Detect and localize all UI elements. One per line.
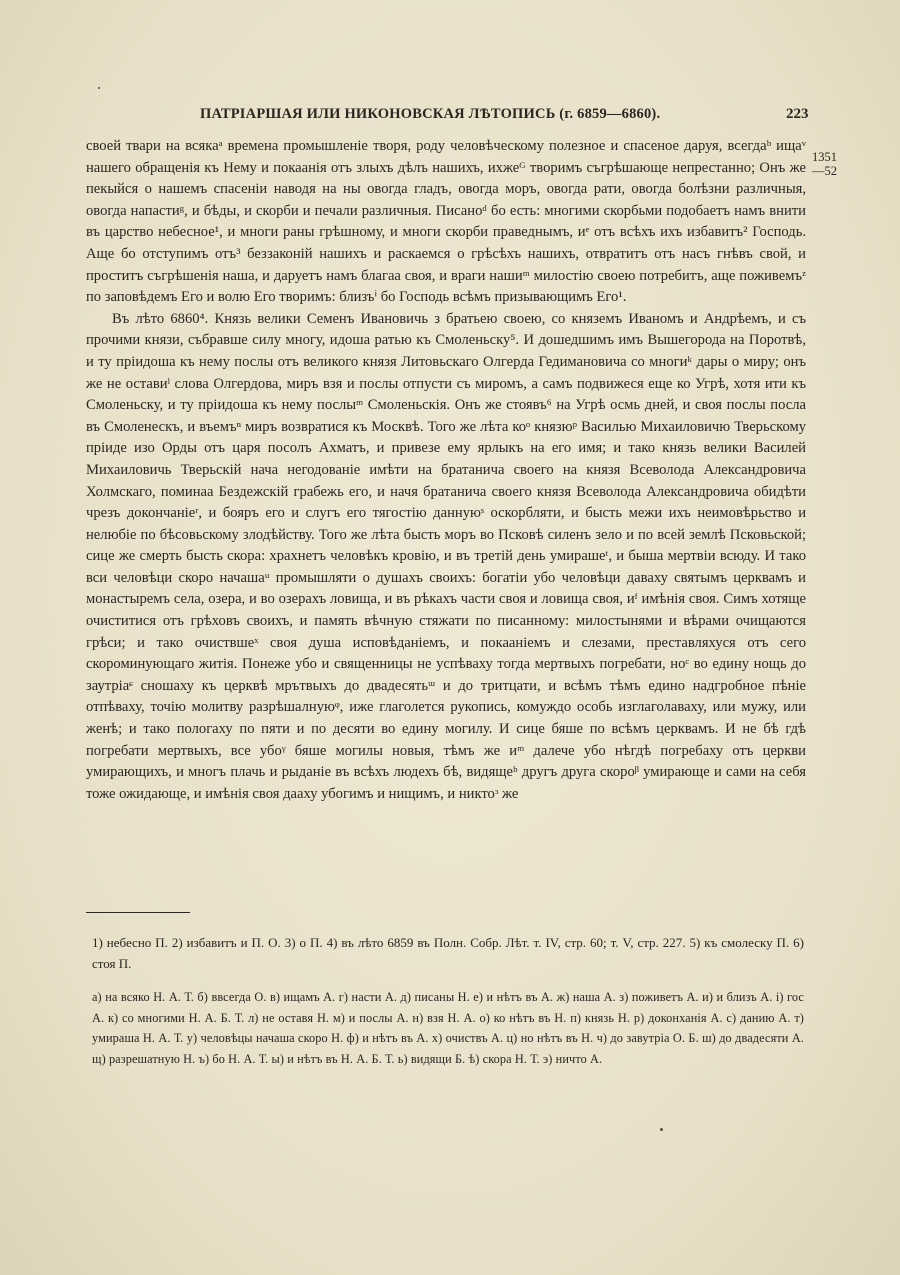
main-text bbox=[86, 136, 806, 805]
margin-year-top: 1351 bbox=[812, 150, 837, 164]
paper-speck bbox=[660, 1128, 663, 1131]
paragraph-year-6860: Въ лѣто 6860⁴. Князь велики Семенъ Ивановичь з братьею своею, со княземъ Иваномъ и Андрѣемъ, и съ прочими князи, събравше силу многу, идоша ратью къ Смоленьску⁵. И дошедшимъ имъ Вышегорода на Поротвѣ, и ту пріидоша къ нему послы отъ великого князя Литовьскаго Олгерда Гедимановича со многиᵏ дары о миру; онъ же не оставиˡ слова Олгердова, миръ взя и послы отпусти съ миромъ, а самъ подвижеся еще ко Угрѣ, хотя ити къ Смоленьску, и ту пріидоша къ нему послыᵐ Смоленьскія. Онъ же стоявъ⁶ на Угрѣ осмь дней, и своя послы посла въ Смоленескъ, и въемъⁿ миръ возвратися къ Москвѣ. Того же лѣта коᵒ князюᵖ Василью Михаиловичю Тверьскому пріиде изо Орды отъ царя посолъ Ахматъ, и привезе ему ярлыкъ на его имя; и тако князь велики Василей Михаиловичь Тверьскій нача негодованіе имѣти на братанича своего на князя Всеволода Александровича Холмскаго, поминаа Бездежскій грабежь его, и начя братанича своего князя Всеволода Александровича обидѣти чрезъ докончаніеʳ, и бояръ его и слугъ его тягостію даннуюˢ оскорбляти, и бысть межи ихъ неимовѣрьство и нелюбіе по бѣсовьскому злодѣйству. Того же лѣта бысть моръ во Псковѣ силенъ зело и по всей землѣ Псковьской; сице же смерть бысть скора: храхнетъ человѣкъ кровію, и въ третій день умирашеᵗ, и быша мертвіи всюду. И тако вси человѣци скоро начашаᵘ промышляти о душахъ своихъ: богатіи убо человѣци даваху святымъ церквамъ и монастыремъ села, озера, и во озерахъ ловища, и въ рѣкахъ части своя и ловища своя, иᶠ имѣнія своя. Симъ хотяще очиститися отъ грѣховъ своихъ, и память вѣчную стяжати по писанному: милостынями и вѣрами очищаются грѣси; и тако очиствшеˣ своя душа исповѣданіемъ, и покааніемъ и слезами, преставляхуся отъ сего скороминующаго житія. Понеже убо и священницы не успѣваху тогда мертвыхъ погребати, ноᶜ во едину нощь до заутріаᶝ сношаху къ церквѣ мрътвыхъ до двадесятьᵚ и до тритцати, и всѣмъ тѣмъ едино надгробное пѣніе отпѣваху, точію молитву разрѣшалнуюᵠ, иже глаголется рукопись, комуждо особь изглаголаваху, или мужу, или женѣ; и тако пологаху по пяти и по десяти во едину могилу. И сице бяше по всѣмъ церквамъ. И не бѣ гдѣ погребати мертвыхъ, все убоᵞ бяше могилы новыя, тѣмъ же иᵐ далече убо нѣгдѣ погребаху отъ церкви умирающихъ, и многъ плачь и рыданіе въ всѣхъ людехъ бѣ, видящеᵇ другъ друга скороᵝ умирающе и сами на себя тоже ожидающе, и имѣнія своя дааху убогимъ и нищимъ, и никтоᵌ же bbox=[86, 310, 806, 802]
lettered-variant-notes: а) на всяко Н. А. Т. б) ввсегда О. в) ищамъ А. г) насти А. д) писаны Н. е) и нѣтъ въ А. ж) наша А. з) поживетъ А. и) и близъ А. і) гос А. к) со многими Н. А. Б. Т. л) не оставя Н. м) и послы А. н) взя Н. А. о) ко нѣтъ въ Н. п) князь Н. р) доконханія А. с) данию А. т) умираша Н. А. Т. у) человѣцы начаша скоро Н. ф) и нѣтъ въ А. х) очиствъ А. ц) но нѣтъ въ Н. ч) до завутріа О. Б. ш) до двадесяти А. щ) разрешатную Н. ъ) бо Н. А. Т. ы) и нѣтъ въ Н. А. Б. Т. ь) видящи Б. ѣ) скора Н. Т. э) ничто А. bbox=[92, 990, 804, 1066]
paragraph-continued: своей твари на всякаᵃ времена промышленіе творя, роду человѣческому полезное и спасеное даруя, всегдаᵇ ищаᵛ нашего обращенія къ Нему и покаанія отъ злыхъ дѣлъ нашихъ, ихжеᴳ творимъ съгрѣшающе непрестанно; Онъ же пекыйся о нашемъ спасеніи наводя на ны овогда гладъ, овогда моръ, овогда рати, овогда болѣзни различныя, овогда напастиᵍ, и бѣды, и скорби и печали различныя. Писаноᵈ бо есть: многими скорбьми подобаетъ намъ внити въ царство небесное¹, и многи раны грѣшному, и многи скорби праведнымъ, иᵉ отъ всѣхъ ихъ избавитъ² Господь. Аще бо отступимъ отъ³ беззаконій нашихъ и раскаемся о грѣсѣхъ нашихъ, отвратитъ отъ насъ гнѣвъ свой, и проститъ съгрѣшенія наша, и даруетъ намъ благаа своя, и враги нашиᵐ милостію своею потребитъ, аще поживемъᶻ по заповѣдемъ Его и волю Его творимъ: близъⁱ бо Господь всѣмъ призывающимъ Его¹. bbox=[86, 138, 806, 306]
footnote-divider bbox=[86, 912, 190, 913]
paper-speck bbox=[98, 87, 100, 89]
margin-year-bottom: —52 bbox=[812, 164, 837, 178]
page-number: 223 bbox=[786, 106, 809, 122]
margin-year-note bbox=[812, 150, 852, 178]
running-header-title: ПАТРІАРШАЯ ИЛИ НИКОНОВСКАЯ ЛѢТОПИСЬ (г. 6859—6860). bbox=[200, 106, 661, 122]
numbered-footnotes: 1) небесно П. 2) избавитъ и П. О. 3) о П. 4) въ лѣто 6859 въ Полн. Собр. Лѣт. т. IV, стр. 60; т. V, стр. 227. 5) къ смолеску П. 6) стоя П. bbox=[92, 935, 804, 971]
